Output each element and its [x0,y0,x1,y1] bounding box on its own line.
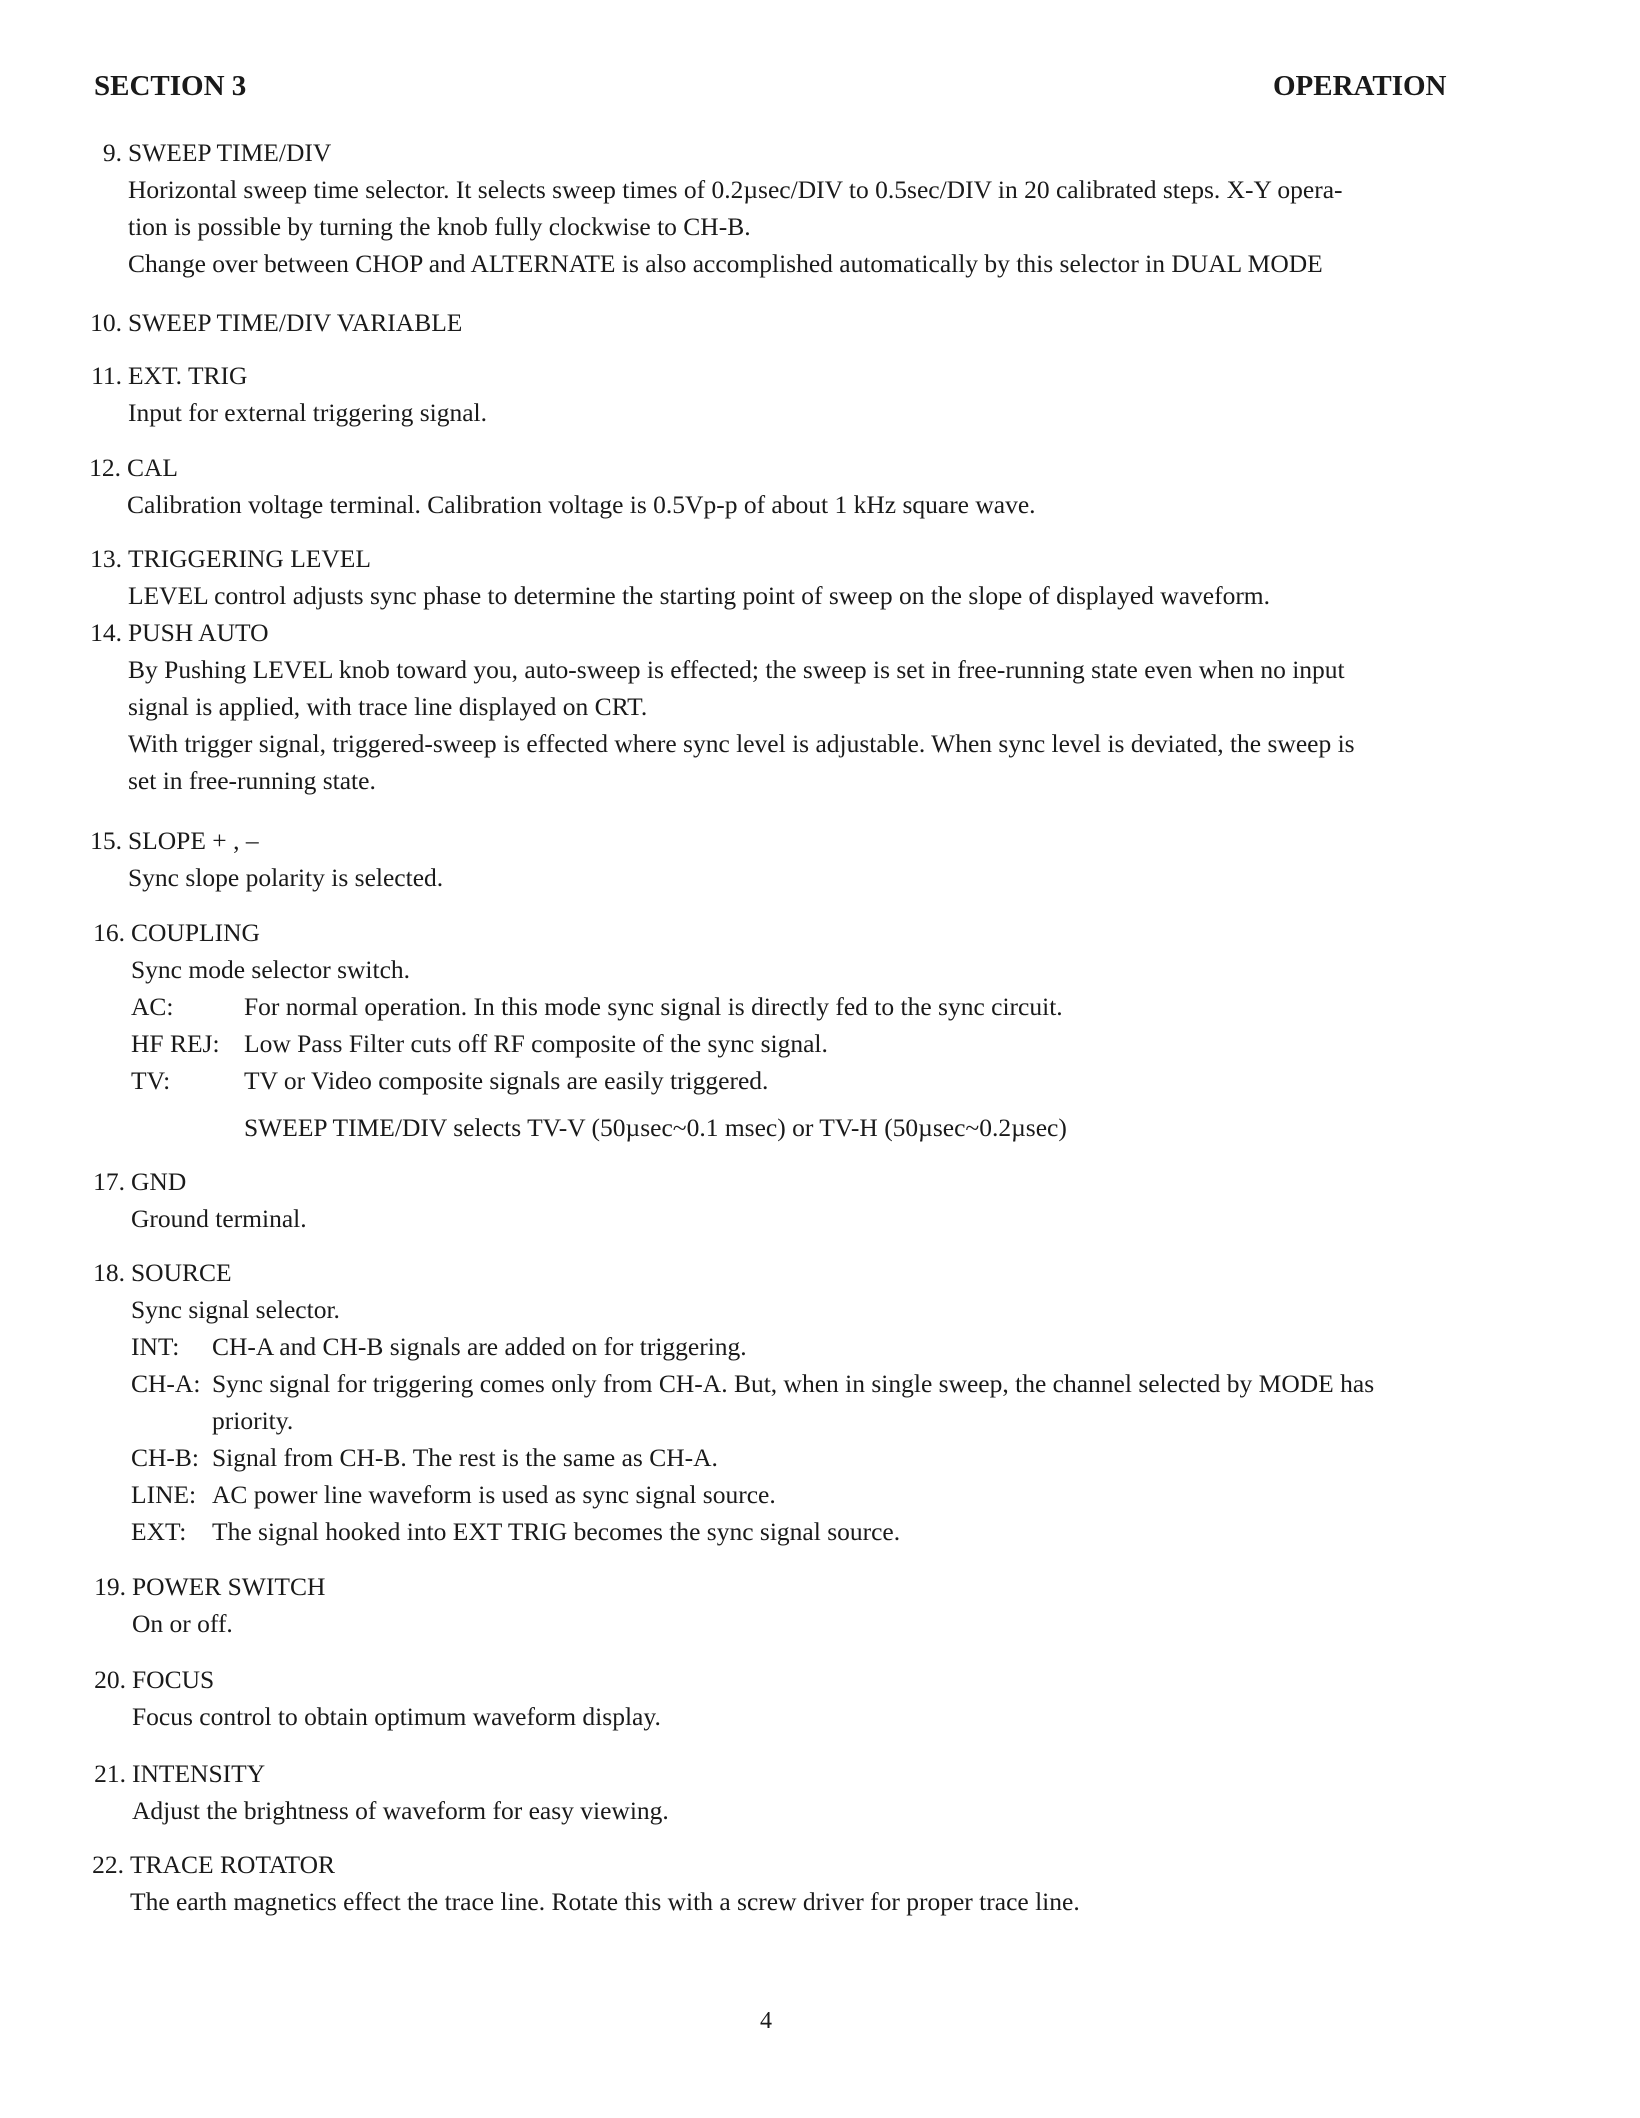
item-source [93,1254,1375,1550]
item-cal [89,449,1036,523]
source-option-ch-a [131,1365,1375,1402]
option-text: Signal from CH-B. The rest is the same as CH-A. [212,1443,718,1472]
item-number: 13. [90,544,122,573]
item-text: Sync slope polarity is selected. [128,863,444,892]
option-label: AC: [131,992,174,1021]
source-option-ch-a-continued [131,1402,340,1439]
item-text: Adjust the brightness of waveform for easy viewing. [132,1796,669,1825]
item-number: 17. [93,1167,125,1196]
item-text: Sync signal selector. [131,1295,340,1324]
item-title: SOURCE [131,1258,232,1287]
option-text: Low Pass Filter cuts off RF composite of the sync signal. [244,1029,828,1058]
option-label: CH-A: [131,1369,201,1398]
item-text: On or off. [132,1609,233,1638]
option-text: SWEEP TIME/DIV selects TV-V (50µsec~0.1 msec) or TV-H (50µsec~0.2µsec) [244,1113,1067,1142]
item-text: Horizontal sweep time selector. It selects sweep times of 0.2µsec/DIV to 0.5sec/DIV in 20 calibrated steps. X-Y opera- [128,175,1343,204]
item-slope [90,822,444,896]
option-text: AC power line waveform is used as sync signal source. [212,1480,776,1509]
item-ext-trig [91,357,488,431]
option-label: LINE: [131,1480,197,1509]
item-text: set in free-running state. [128,766,376,795]
item-number: 15. [90,826,122,855]
item-title: POWER SWITCH [132,1572,326,1601]
item-triggering-level [90,540,1271,614]
item-title: FOCUS [132,1665,215,1694]
item-focus [94,1661,661,1735]
option-label: CH-B: [131,1443,200,1472]
option-text: For normal operation. In this mode sync signal is directly fed to the sync circuit. [244,992,1063,1021]
item-title: GND [131,1167,187,1196]
item-title: COUPLING [131,918,260,947]
option-text: CH-A and CH-B signals are added on for triggering. [212,1332,747,1361]
coupling-option-tv [131,1062,1067,1099]
source-option-line [131,1476,776,1513]
item-number: 22. [92,1850,124,1879]
item-sweep-time-div-variable [90,304,463,341]
item-text: tion is possible by turning the knob fully clockwise to CH-B. [128,212,751,241]
source-option-ch-b [131,1439,718,1476]
item-text: LEVEL control adjusts sync phase to determine the starting point of sweep on the slope of displayed waveform. [128,581,1271,610]
item-sweep-time-div [102,134,1343,282]
item-text: Sync mode selector switch. [131,955,411,984]
item-power-switch [94,1568,326,1642]
option-text: Sync signal for triggering comes only from CH-A. But, when in single sweep, the channel selected by MODE has [212,1369,1375,1398]
item-number: 21. [94,1759,126,1788]
item-text: Input for external triggering signal. [128,398,488,427]
item-text: signal is applied, with trace line displayed on CRT. [128,692,648,721]
item-number: 10. [90,308,122,337]
coupling-option-hf-rej [131,1025,1067,1062]
item-intensity [94,1755,669,1829]
item-number: 20. [94,1665,126,1694]
section-label: SECTION 3 [94,70,247,102]
item-text: The earth magnetics effect the trace line. Rotate this with a screw driver for proper trace line. [130,1887,1080,1916]
item-title: SWEEP TIME/DIV VARIABLE [128,308,463,337]
option-text: The signal hooked into EXT TRIG becomes the sync signal source. [212,1517,901,1546]
item-text: With trigger signal, triggered-sweep is effected where sync level is adjustable. When sync level is deviated, the sweep is [128,729,1355,758]
item-number: 18. [93,1258,125,1287]
source-option-ext [131,1513,901,1550]
item-text: Focus control to obtain optimum waveform display. [132,1702,661,1731]
option-label: INT: [131,1332,180,1361]
coupling-option-ac [131,988,1067,1025]
item-coupling [93,914,1067,1146]
item-push-auto [90,614,1355,799]
item-title: TRACE ROTATOR [130,1850,336,1879]
option-text: priority. [212,1406,294,1435]
option-label: HF REJ: [131,1029,220,1058]
item-number: 16. [93,918,125,947]
page-number: 4 [760,2008,772,2034]
item-title: EXT. TRIG [128,361,248,390]
item-title: INTENSITY [132,1759,266,1788]
item-title: SWEEP TIME/DIV [128,138,332,167]
item-number: 14. [90,618,122,647]
item-number: 12. [89,453,121,482]
coupling-option-tv-detail [131,1109,1067,1146]
item-text: By Pushing LEVEL knob toward you, auto-sweep is effected; the sweep is set in free-running state even when no input [128,655,1345,684]
item-text: Change over between CHOP and ALTERNATE is also accomplished automatically by this selector in DUAL MODE [128,249,1323,278]
item-title: SLOPE + , – [128,826,259,855]
item-number: 9. [102,138,122,167]
option-label: EXT: [131,1517,187,1546]
item-number: 11. [91,361,122,390]
option-text: TV or Video composite signals are easily triggered. [244,1066,769,1095]
item-title: CAL [127,453,178,482]
source-option-int [131,1328,747,1365]
item-title: TRIGGERING LEVEL [128,544,371,573]
item-trace-rotator [92,1846,1080,1920]
item-gnd [93,1163,307,1237]
item-title: PUSH AUTO [128,618,269,647]
item-number: 19. [94,1572,126,1601]
section-title: OPERATION [1273,70,1447,102]
item-text: Ground terminal. [131,1204,307,1233]
option-label: TV: [131,1066,171,1095]
item-text: Calibration voltage terminal. Calibration voltage is 0.5Vp-p of about 1 kHz square wave. [127,490,1036,519]
